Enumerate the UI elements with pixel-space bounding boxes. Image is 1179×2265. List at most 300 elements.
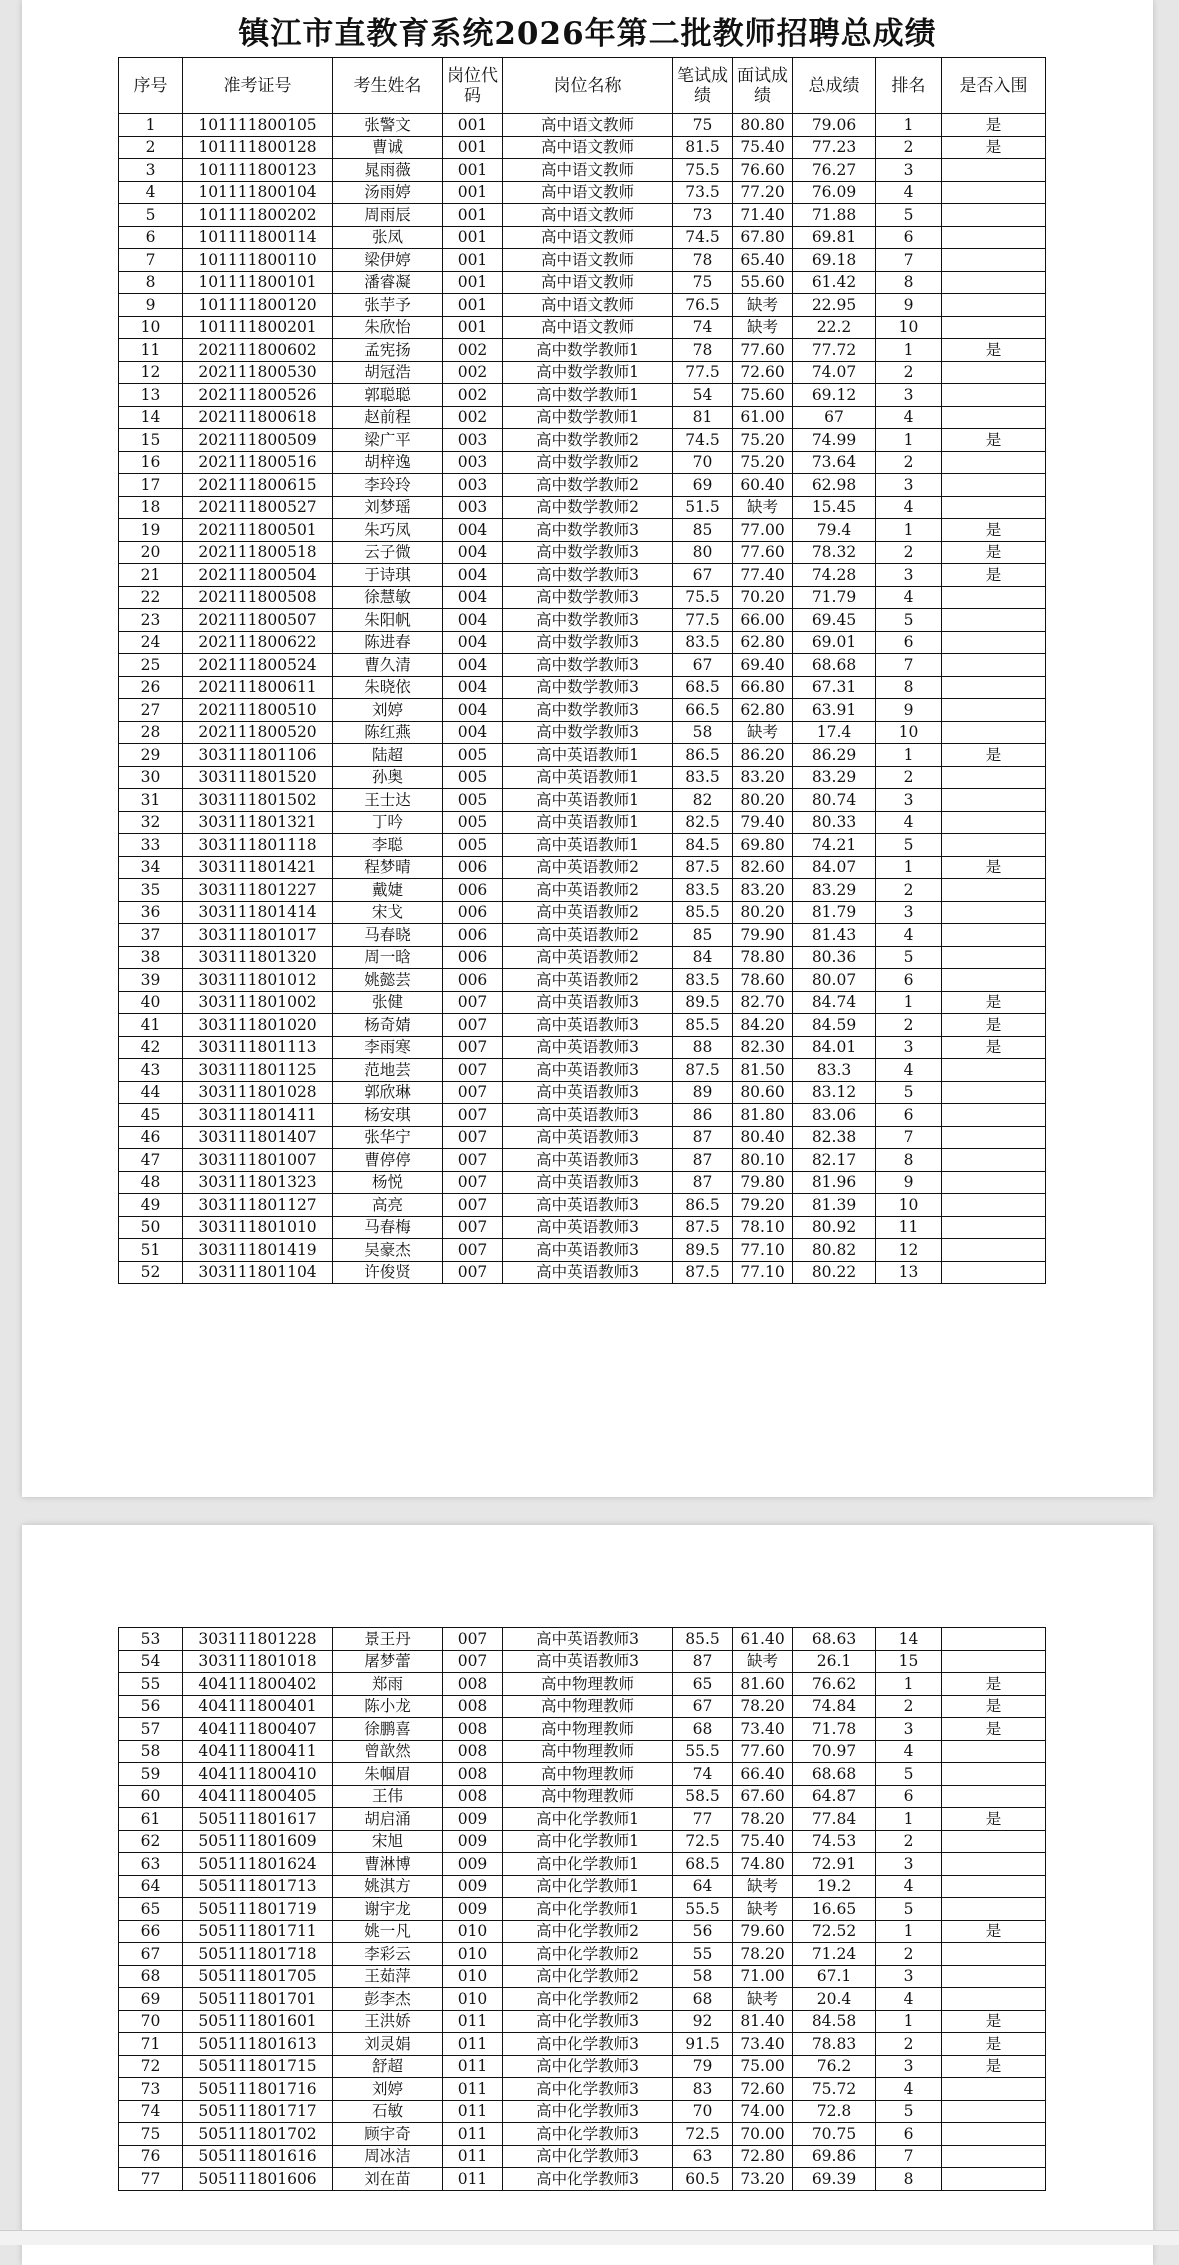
cell-total-score: 68.68 — [793, 1763, 876, 1786]
cell-index: 12 — [119, 361, 183, 384]
cell-post-name: 高中物理教师 — [503, 1673, 673, 1696]
cell-post-name: 高中语文教师 — [503, 316, 673, 339]
cell-exam-id: 202111800611 — [183, 676, 333, 699]
cell-name: 徐慧敏 — [333, 586, 443, 609]
cell-name: 李彩云 — [333, 1943, 443, 1966]
cell-total-score: 77.84 — [793, 1808, 876, 1831]
cell-shortlisted — [942, 1763, 1046, 1786]
cell-interview-score: 75.60 — [733, 384, 793, 407]
cell-shortlisted — [942, 1650, 1046, 1673]
cell-post-name: 高中物理教师 — [503, 1695, 673, 1718]
cell-post-name: 高中英语教师2 — [503, 901, 673, 924]
cell-shortlisted — [942, 1943, 1046, 1966]
cell-post-code: 004 — [443, 721, 503, 744]
cell-shortlisted — [942, 1216, 1046, 1239]
table-row — [119, 856, 1046, 879]
cell-index: 22 — [119, 586, 183, 609]
cell-rank: 4 — [876, 1740, 942, 1763]
cell-written-score: 84.5 — [673, 834, 733, 857]
cell-rank: 7 — [876, 2145, 942, 2168]
cell-exam-id: 505111801617 — [183, 1808, 333, 1831]
cell-shortlisted: 是 — [942, 1695, 1046, 1718]
cell-exam-id: 303111801104 — [183, 1261, 333, 1284]
cell-total-score: 74.28 — [793, 564, 876, 587]
cell-post-name: 高中化学教师3 — [503, 2145, 673, 2168]
cell-exam-id: 101111800104 — [183, 181, 333, 204]
cell-exam-id: 303111801323 — [183, 1171, 333, 1194]
cell-post-name: 高中数学教师3 — [503, 519, 673, 542]
cell-rank: 5 — [876, 1898, 942, 1921]
cell-written-score: 86 — [673, 1104, 733, 1127]
cell-rank: 2 — [876, 1830, 942, 1853]
cell-exam-id: 303111801002 — [183, 991, 333, 1014]
cell-total-score: 80.07 — [793, 969, 876, 992]
cell-total-score: 74.21 — [793, 834, 876, 857]
cell-shortlisted — [942, 1239, 1046, 1262]
document-page-1 — [22, 0, 1153, 1497]
cell-name: 张华宁 — [333, 1126, 443, 1149]
table-row — [119, 676, 1046, 699]
table-row — [119, 879, 1046, 902]
cell-name: 范地芸 — [333, 1059, 443, 1082]
cell-post-name: 高中语文教师 — [503, 294, 673, 317]
cell-interview-score: 73.40 — [733, 1718, 793, 1741]
cell-exam-id: 303111801017 — [183, 924, 333, 947]
cell-written-score: 73 — [673, 204, 733, 227]
cell-post-code: 005 — [443, 811, 503, 834]
cell-rank: 5 — [876, 834, 942, 857]
cell-written-score: 83.5 — [673, 766, 733, 789]
cell-index: 50 — [119, 1216, 183, 1239]
cell-exam-id: 303111801227 — [183, 879, 333, 902]
cell-post-name: 高中英语教师2 — [503, 879, 673, 902]
cell-exam-id: 505111801716 — [183, 2078, 333, 2101]
cell-shortlisted — [942, 496, 1046, 519]
table-row — [119, 1149, 1046, 1172]
cell-index: 3 — [119, 159, 183, 182]
cell-interview-score: 缺考 — [733, 294, 793, 317]
cell-exam-id: 101111800110 — [183, 249, 333, 272]
cell-interview-score: 78.60 — [733, 969, 793, 992]
cell-post-name: 高中数学教师1 — [503, 361, 673, 384]
cell-rank: 9 — [876, 294, 942, 317]
cell-total-score: 19.2 — [793, 1875, 876, 1898]
table-row — [119, 249, 1046, 272]
cell-index: 29 — [119, 744, 183, 767]
cell-name: 程梦晴 — [333, 856, 443, 879]
cell-name: 刘在苗 — [333, 2168, 443, 2191]
cell-post-name: 高中英语教师3 — [503, 1059, 673, 1082]
cell-total-score: 78.32 — [793, 541, 876, 564]
cell-total-score: 67 — [793, 406, 876, 429]
cell-exam-id: 101111800105 — [183, 114, 333, 137]
cell-exam-id: 404111800410 — [183, 1763, 333, 1786]
cell-written-score: 51.5 — [673, 496, 733, 519]
cell-rank: 6 — [876, 1104, 942, 1127]
cell-rank: 1 — [876, 1673, 942, 1696]
cell-shortlisted — [942, 654, 1046, 677]
cell-written-score: 65 — [673, 1673, 733, 1696]
cell-post-name: 高中英语教师3 — [503, 1014, 673, 1037]
cell-total-score: 84.07 — [793, 856, 876, 879]
cell-interview-score: 61.00 — [733, 406, 793, 429]
table-row — [119, 294, 1046, 317]
cell-exam-id: 303111801106 — [183, 744, 333, 767]
cell-post-code: 009 — [443, 1875, 503, 1898]
cell-name: 梁伊婷 — [333, 249, 443, 272]
cell-post-code: 003 — [443, 429, 503, 452]
cell-rank: 12 — [876, 1239, 942, 1262]
cell-written-score: 80 — [673, 541, 733, 564]
cell-interview-score: 66.00 — [733, 609, 793, 632]
cell-shortlisted — [942, 271, 1046, 294]
cell-exam-id: 303111801125 — [183, 1059, 333, 1082]
cell-index: 9 — [119, 294, 183, 317]
cell-rank: 2 — [876, 766, 942, 789]
table-row — [119, 2078, 1046, 2101]
cell-post-code: 011 — [443, 2055, 503, 2078]
cell-total-score: 15.45 — [793, 496, 876, 519]
cell-rank: 4 — [876, 406, 942, 429]
cell-total-score: 72.8 — [793, 2100, 876, 2123]
cell-written-score: 67 — [673, 564, 733, 587]
cell-total-score: 81.43 — [793, 924, 876, 947]
cell-total-score: 80.74 — [793, 789, 876, 812]
cell-shortlisted — [942, 226, 1046, 249]
cell-written-score: 70 — [673, 451, 733, 474]
cell-written-score: 87 — [673, 1650, 733, 1673]
cell-index: 61 — [119, 1808, 183, 1831]
cell-total-score: 76.27 — [793, 159, 876, 182]
cell-interview-score: 77.40 — [733, 564, 793, 587]
cell-interview-score: 67.60 — [733, 1785, 793, 1808]
cell-interview-score: 61.40 — [733, 1628, 793, 1651]
cell-exam-id: 303111801320 — [183, 946, 333, 969]
cell-post-name: 高中英语教师3 — [503, 1036, 673, 1059]
table-row — [119, 474, 1046, 497]
cell-post-code: 011 — [443, 2010, 503, 2033]
cell-rank: 3 — [876, 1965, 942, 1988]
cell-rank: 14 — [876, 1628, 942, 1651]
cell-exam-id: 303111801010 — [183, 1216, 333, 1239]
cell-rank: 5 — [876, 1081, 942, 1104]
cell-interview-score: 80.10 — [733, 1149, 793, 1172]
cell-total-score: 82.17 — [793, 1149, 876, 1172]
cell-post-name: 高中英语教师2 — [503, 856, 673, 879]
cell-post-code: 011 — [443, 2123, 503, 2146]
cell-exam-id: 404111800407 — [183, 1718, 333, 1741]
cell-total-score: 76.09 — [793, 181, 876, 204]
cell-total-score: 61.42 — [793, 271, 876, 294]
table-row — [119, 1104, 1046, 1127]
cell-name: 马春晓 — [333, 924, 443, 947]
cell-post-name: 高中数学教师2 — [503, 474, 673, 497]
cell-post-code: 005 — [443, 834, 503, 857]
cell-interview-score: 69.80 — [733, 834, 793, 857]
cell-name: 戴婕 — [333, 879, 443, 902]
cell-total-score: 69.86 — [793, 2145, 876, 2168]
header-post-code: 岗位代码 — [443, 58, 503, 114]
cell-written-score: 87 — [673, 1171, 733, 1194]
cell-post-name: 高中物理教师 — [503, 1740, 673, 1763]
cell-name: 彭李杰 — [333, 1988, 443, 2011]
cell-name: 胡冠浩 — [333, 361, 443, 384]
cell-interview-score: 72.60 — [733, 361, 793, 384]
cell-rank: 1 — [876, 991, 942, 1014]
cell-written-score: 60.5 — [673, 2168, 733, 2191]
cell-post-name: 高中化学教师1 — [503, 1898, 673, 1921]
cell-rank: 2 — [876, 879, 942, 902]
cell-name: 刘梦瑶 — [333, 496, 443, 519]
cell-index: 68 — [119, 1965, 183, 1988]
cell-post-name: 高中语文教师 — [503, 181, 673, 204]
cell-interview-score: 79.60 — [733, 1920, 793, 1943]
cell-total-score: 62.98 — [793, 474, 876, 497]
cell-shortlisted — [942, 1853, 1046, 1876]
cell-post-code: 009 — [443, 1853, 503, 1876]
table-row — [119, 834, 1046, 857]
cell-index: 39 — [119, 969, 183, 992]
cell-index: 74 — [119, 2100, 183, 2123]
table-row — [119, 1875, 1046, 1898]
cell-written-score: 81.5 — [673, 136, 733, 159]
cell-shortlisted — [942, 586, 1046, 609]
cell-exam-id: 202111800508 — [183, 586, 333, 609]
cell-index: 44 — [119, 1081, 183, 1104]
cell-name: 朱帼眉 — [333, 1763, 443, 1786]
cell-index: 31 — [119, 789, 183, 812]
cell-shortlisted: 是 — [942, 2055, 1046, 2078]
cell-written-score: 89 — [673, 1081, 733, 1104]
cell-post-code: 007 — [443, 991, 503, 1014]
cell-post-name: 高中物理教师 — [503, 1785, 673, 1808]
cell-post-code: 001 — [443, 271, 503, 294]
cell-exam-id: 505111801601 — [183, 2010, 333, 2033]
cell-index: 62 — [119, 1830, 183, 1853]
cell-shortlisted: 是 — [942, 1014, 1046, 1037]
cell-written-score: 82.5 — [673, 811, 733, 834]
cell-exam-id: 101111800120 — [183, 294, 333, 317]
cell-post-name: 高中英语教师3 — [503, 1261, 673, 1284]
cell-interview-score: 76.60 — [733, 159, 793, 182]
cell-shortlisted — [942, 1059, 1046, 1082]
cell-written-score: 66.5 — [673, 699, 733, 722]
cell-post-name: 高中数学教师3 — [503, 699, 673, 722]
cell-index: 10 — [119, 316, 183, 339]
cell-written-score: 64 — [673, 1875, 733, 1898]
cell-post-code: 010 — [443, 1965, 503, 1988]
cell-shortlisted — [942, 451, 1046, 474]
cell-total-score: 67.31 — [793, 676, 876, 699]
cell-total-score: 84.74 — [793, 991, 876, 1014]
cell-written-score: 74.5 — [673, 226, 733, 249]
cell-post-code: 009 — [443, 1830, 503, 1853]
cell-total-score: 83.12 — [793, 1081, 876, 1104]
table-row — [119, 586, 1046, 609]
cell-name: 胡启涌 — [333, 1808, 443, 1831]
cell-interview-score: 81.40 — [733, 2010, 793, 2033]
cell-exam-id: 101111800128 — [183, 136, 333, 159]
cell-rank: 2 — [876, 451, 942, 474]
cell-exam-id: 505111801616 — [183, 2145, 333, 2168]
cell-shortlisted: 是 — [942, 2033, 1046, 2056]
cell-index: 48 — [119, 1171, 183, 1194]
cell-index: 11 — [119, 339, 183, 362]
cell-shortlisted — [942, 901, 1046, 924]
table-header — [119, 58, 1046, 114]
cell-written-score: 83.5 — [673, 879, 733, 902]
cell-interview-score: 72.80 — [733, 2145, 793, 2168]
table-row — [119, 1036, 1046, 1059]
cell-shortlisted — [942, 1104, 1046, 1127]
score-table-continued — [118, 1627, 1046, 2191]
cell-interview-score: 78.80 — [733, 946, 793, 969]
cell-rank: 5 — [876, 1763, 942, 1786]
cell-name: 朱欣怡 — [333, 316, 443, 339]
table-row — [119, 271, 1046, 294]
cell-shortlisted: 是 — [942, 1808, 1046, 1831]
cell-name: 孙奥 — [333, 766, 443, 789]
table-row — [119, 1126, 1046, 1149]
cell-index: 70 — [119, 2010, 183, 2033]
cell-written-score: 81 — [673, 406, 733, 429]
header-interview-score: 面试成绩 — [733, 58, 793, 114]
cell-name: 杨奇婧 — [333, 1014, 443, 1037]
cell-exam-id: 202111800622 — [183, 631, 333, 654]
cell-name: 陈红燕 — [333, 721, 443, 744]
cell-interview-score: 77.60 — [733, 339, 793, 362]
cell-index: 57 — [119, 1718, 183, 1741]
cell-post-code: 008 — [443, 1763, 503, 1786]
cell-rank: 3 — [876, 2055, 942, 2078]
cell-post-name: 高中数学教师3 — [503, 541, 673, 564]
cell-interview-score: 80.40 — [733, 1126, 793, 1149]
table-row — [119, 744, 1046, 767]
cell-index: 64 — [119, 1875, 183, 1898]
cell-rank: 1 — [876, 2010, 942, 2033]
cell-name: 王士达 — [333, 789, 443, 812]
cell-name: 孟宪扬 — [333, 339, 443, 362]
cell-written-score: 87.5 — [673, 856, 733, 879]
cell-index: 52 — [119, 1261, 183, 1284]
cell-interview-score: 83.20 — [733, 766, 793, 789]
cell-total-score: 80.92 — [793, 1216, 876, 1239]
cell-index: 75 — [119, 2123, 183, 2146]
cell-rank: 3 — [876, 1853, 942, 1876]
cell-shortlisted: 是 — [942, 744, 1046, 767]
cell-interview-score: 79.80 — [733, 1171, 793, 1194]
table-row — [119, 316, 1046, 339]
cell-rank: 3 — [876, 564, 942, 587]
cell-name: 朱阳帆 — [333, 609, 443, 632]
table-row — [119, 1718, 1046, 1741]
cell-rank: 1 — [876, 519, 942, 542]
cell-name: 周雨辰 — [333, 204, 443, 227]
cell-shortlisted: 是 — [942, 339, 1046, 362]
cell-rank: 7 — [876, 654, 942, 677]
table-row — [119, 159, 1046, 182]
cell-interview-score: 79.90 — [733, 924, 793, 947]
cell-shortlisted — [942, 159, 1046, 182]
table-row — [119, 1171, 1046, 1194]
cell-total-score: 71.78 — [793, 1718, 876, 1741]
cell-name: 宋戈 — [333, 901, 443, 924]
cell-post-name: 高中数学教师3 — [503, 609, 673, 632]
cell-index: 13 — [119, 384, 183, 407]
cell-written-score: 74 — [673, 316, 733, 339]
table-row — [119, 991, 1046, 1014]
cell-exam-id: 303111801018 — [183, 1650, 333, 1673]
cell-rank: 4 — [876, 1988, 942, 2011]
cell-post-name: 高中英语教师1 — [503, 811, 673, 834]
cell-name: 许俊贤 — [333, 1261, 443, 1284]
cell-post-code: 002 — [443, 406, 503, 429]
cell-rank: 8 — [876, 1149, 942, 1172]
cell-post-code: 001 — [443, 226, 503, 249]
cell-post-code: 001 — [443, 294, 503, 317]
cell-rank: 2 — [876, 1014, 942, 1037]
cell-total-score: 69.01 — [793, 631, 876, 654]
cell-post-code: 007 — [443, 1126, 503, 1149]
cell-exam-id: 303111801520 — [183, 766, 333, 789]
cell-interview-score: 70.00 — [733, 2123, 793, 2146]
table-row — [119, 654, 1046, 677]
cell-index: 28 — [119, 721, 183, 744]
cell-name: 云子微 — [333, 541, 443, 564]
cell-exam-id: 101111800114 — [183, 226, 333, 249]
cell-name: 石敏 — [333, 2100, 443, 2123]
cell-name: 姚懿芸 — [333, 969, 443, 992]
cell-index: 1 — [119, 114, 183, 137]
table-row — [119, 1808, 1046, 1831]
cell-interview-score: 72.60 — [733, 2078, 793, 2101]
cell-post-code: 004 — [443, 699, 503, 722]
cell-exam-id: 303111801228 — [183, 1628, 333, 1651]
table-row — [119, 609, 1046, 632]
cell-written-score: 68 — [673, 1988, 733, 2011]
table-row — [119, 1965, 1046, 1988]
cell-total-score: 70.75 — [793, 2123, 876, 2146]
cell-shortlisted — [942, 2168, 1046, 2191]
cell-post-name: 高中化学教师3 — [503, 2010, 673, 2033]
cell-exam-id: 202111800510 — [183, 699, 333, 722]
cell-shortlisted: 是 — [942, 114, 1046, 137]
cell-written-score: 85.5 — [673, 1014, 733, 1037]
cell-written-score: 73.5 — [673, 181, 733, 204]
cell-post-name: 高中化学教师1 — [503, 1875, 673, 1898]
cell-rank: 5 — [876, 609, 942, 632]
cell-post-code: 011 — [443, 2100, 503, 2123]
cell-rank: 1 — [876, 744, 942, 767]
table-row — [119, 1194, 1046, 1217]
cell-total-score: 74.53 — [793, 1830, 876, 1853]
table-row — [119, 766, 1046, 789]
cell-written-score: 54 — [673, 384, 733, 407]
header-shortlisted: 是否入围 — [942, 58, 1046, 114]
cell-written-score: 63 — [673, 2145, 733, 2168]
cell-index: 58 — [119, 1740, 183, 1763]
cell-written-score: 92 — [673, 2010, 733, 2033]
cell-index: 55 — [119, 1673, 183, 1696]
cell-post-name: 高中数学教师3 — [503, 564, 673, 587]
cell-total-score: 16.65 — [793, 1898, 876, 1921]
cell-name: 周一晗 — [333, 946, 443, 969]
table-row — [119, 1628, 1046, 1651]
cell-exam-id: 505111801606 — [183, 2168, 333, 2191]
cell-interview-score: 缺考 — [733, 1875, 793, 1898]
cell-total-score: 71.24 — [793, 1943, 876, 1966]
table-row — [119, 204, 1046, 227]
